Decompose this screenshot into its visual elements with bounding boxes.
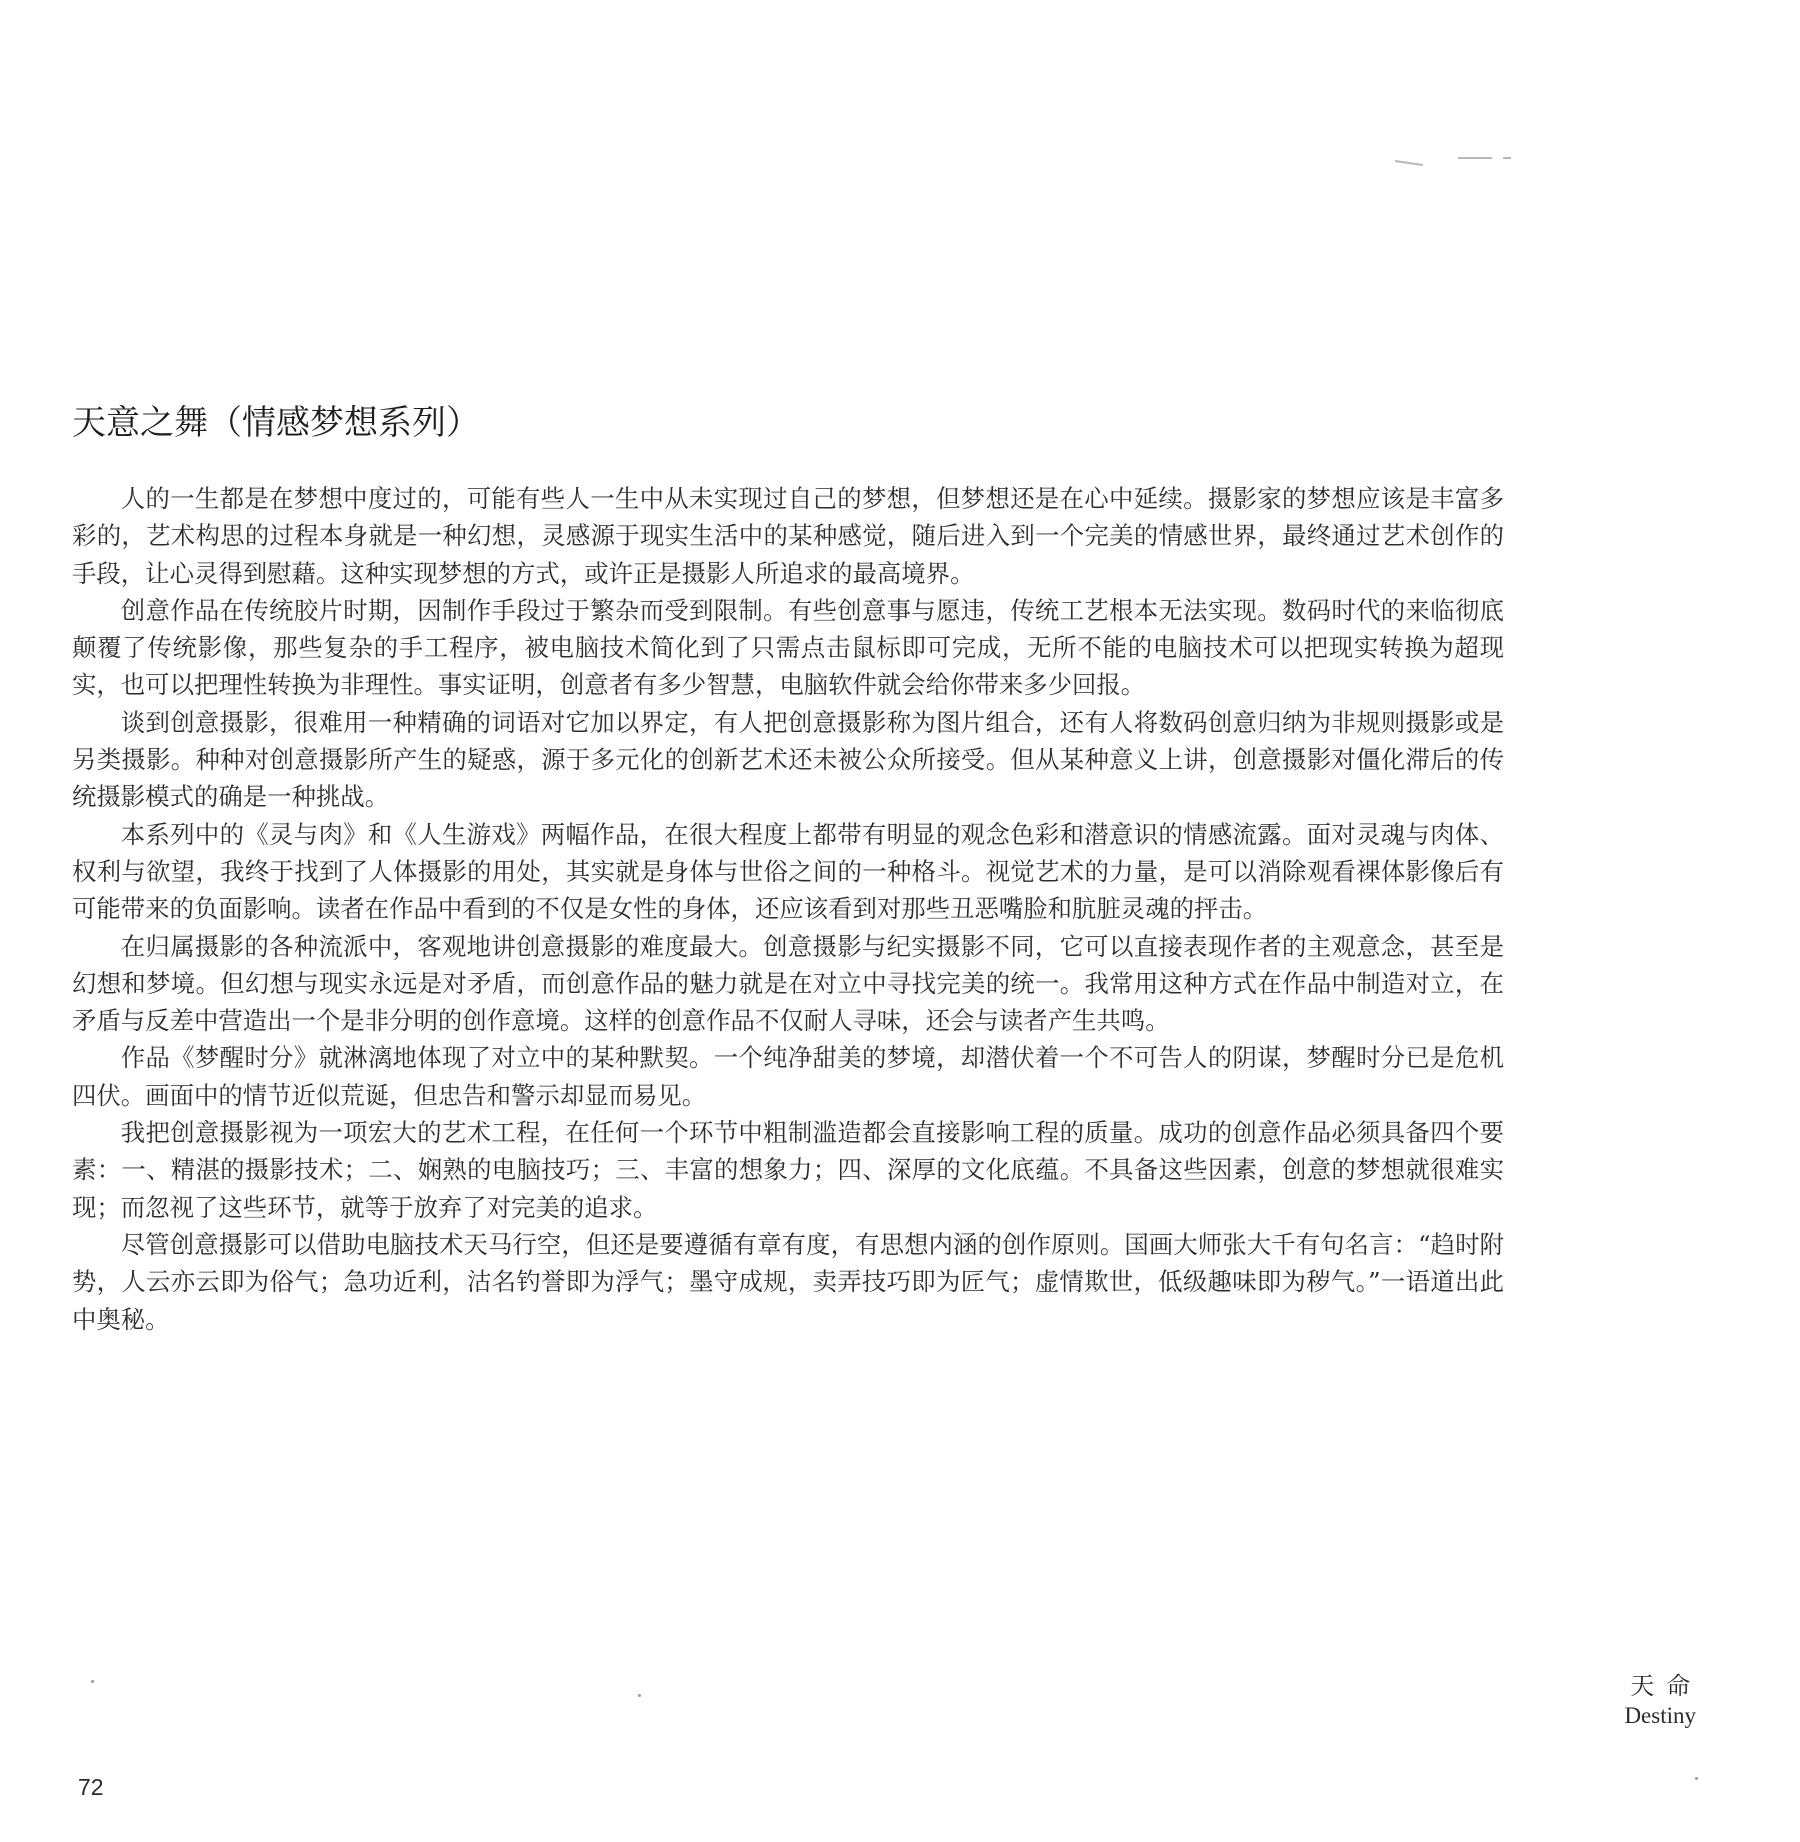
- scan-dot: [1695, 1777, 1698, 1780]
- scan-mark: [1395, 160, 1423, 166]
- scan-dot: [91, 1680, 94, 1683]
- article-body: [72, 480, 1504, 1338]
- page-title: 天意之舞（情感梦想系列）: [72, 403, 480, 443]
- paragraph: 本系列中的《灵与肉》和《人生游戏》两幅作品，在很大程度上都带有明显的观念色彩和潜意识的情感流露。面对灵魂与肉体、权利与欲望，我终于找到了人体摄影的用处，其实就是身体与世俗之间的一种格斗。视觉艺术的力量，是可以消除观看裸体影像后有可能带来的负面影响。读者在作品中看到的不仅是女性的身体，还应该看到对那些丑恶嘴脸和肮脏灵魂的抨击。: [72, 819, 1504, 924]
- work-caption: [1624, 1672, 1703, 1730]
- paragraph: 我把创意摄影视为一项宏大的艺术工程，在任何一个环节中粗制滥造都会直接影响工程的质量。成功的创意作品必须具备四个要素：一、精湛的摄影技术；二、娴熟的电脑技巧；三、丰富的想象力；四、深厚的文化底蕴。不具备这些因素，创意的梦想就很难实现；而忽视了这些环节，就等于放弃了对完美的追求。: [72, 1118, 1504, 1222]
- paragraph: 谈到创意摄影，很难用一种精确的词语对它加以界定，有人把创意摄影称为图片组合，还有人将数码创意归纳为非规则摄影或是另类摄影。种种对创意摄影所产生的疑惑，源于多元化的创新艺术还未被公众所接受。但从某种意义上讲，创意摄影对僵化滞后的传统摄影模式的确是一种挑战。: [72, 707, 1504, 812]
- paragraph: 尽管创意摄影可以借助电脑技术天马行空，但还是要遵循有章有度，有思想内涵的创作原则。国画大师张大千有句名言：“趋时附势，人云亦云即为俗气；急功近利，沽名钓誉即为浮气；墨守成规，卖弄技巧即为匠气；虚情欺世，低级趣味即为秽气。”一语道出此中奥秘。: [72, 1229, 1504, 1334]
- paragraph: 作品《梦醒时分》就淋漓地体现了对立中的某种默契。一个纯净甜美的梦境，却潜伏着一个不可告人的阴谋，梦醒时分已是危机四伏。画面中的情节近似荒诞，但忠告和警示却显而易见。: [72, 1043, 1504, 1110]
- paragraph: 在归属摄影的各种流派中，客观地讲创意摄影的难度最大。创意摄影与纪实摄影不同，它可以直接表现作者的主观意念，甚至是幻想和梦境。但幻想与现实永远是对矛盾，而创意作品的魅力就是在对立中寻找完美的统一。我常用这种方式在作品中制造对立，在矛盾与反差中营造出一个是非分明的创作意境。这样的创意作品不仅耐人寻味，还会与读者产生共鸣。: [72, 931, 1504, 1036]
- caption-english: Destiny: [1624, 1703, 1696, 1728]
- scan-mark: [1458, 157, 1492, 159]
- paragraph: 人的一生都是在梦想中度过的，可能有些人一生中从未实现过自己的梦想，但梦想还是在心中延续。摄影家的梦想应该是丰富多彩的，艺术构思的过程本身就是一种幻想，灵感源于现实生活中的某种感觉，随后进入到一个完美的情感世界，最终通过艺术创作的手段，让心灵得到慰藉。这种实现梦想的方式，或许正是摄影人所追求的最高境界。: [72, 484, 1504, 588]
- caption-chinese: 天命: [1630, 1674, 1703, 1700]
- paragraph: 创意作品在传统胶片时期，因制作手段过于繁杂而受到限制。有些创意事与愿违，传统工艺根本无法实现。数码时代的来临彻底颠覆了传统影像，那些复杂的手工程序，被电脑技术简化到了只需点击鼠标即可完成，无所不能的电脑技术可以把现实转换为超现实，也可以把理性转换为非理性。事实证明，创意者有多少智慧，电脑软件就会给你带来多少回报。: [72, 595, 1504, 700]
- page-number: 72: [78, 1774, 104, 1800]
- scan-dot: [638, 1694, 641, 1697]
- scan-mark: [1503, 157, 1511, 159]
